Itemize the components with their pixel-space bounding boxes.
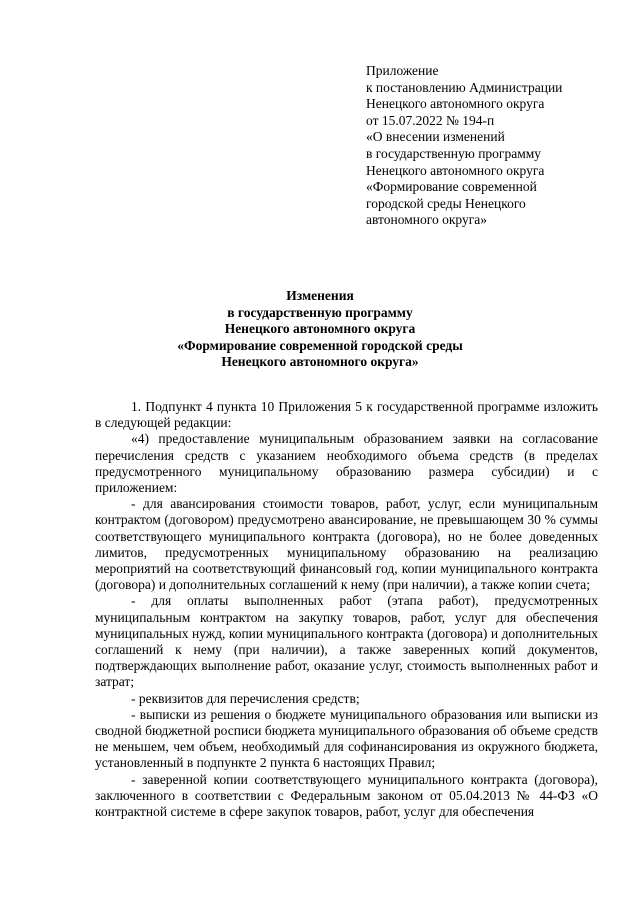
paragraph: 1. Подпункт 4 пункта 10 Приложения 5 к государственной программе изложить в следующей редакции: bbox=[95, 399, 598, 431]
document-title bbox=[0, 288, 640, 371]
annex-line: городской среды Ненецкого bbox=[366, 195, 526, 211]
paragraph: - заверенной копии соответствующего муниципального контракта (договора), заключенного в соответствии с Федеральным законом от 05.04.2013 № 44-ФЗ «О контрактной системе в сфере закупок товаров, работ, услуг для обеспечения bbox=[95, 771, 598, 820]
title-line: в государственную программу bbox=[227, 304, 413, 320]
paragraph: - реквизитов для перечисления средств; bbox=[131, 690, 360, 706]
annex-line: автономного округа» bbox=[366, 212, 487, 228]
annex-line: от 15.07.2022 № 194-п bbox=[366, 112, 495, 128]
paragraph: - для авансирования стоимости товаров, работ, услуг, если муниципальным контрактом (договором) предусмотрено авансирование, не превышающем 30 % суммы соответствующего муниципального контракта (договора), но не более доведенных лимитов, предусмотренных муниципальному образованию на реализацию мероприятий на соответствующий финансовый год, копии муниципального контракта (договора) и дополнительных соглашений к нему (при наличии), а также копии счета; bbox=[95, 496, 598, 593]
paragraph: «4) предоставление муниципальным образованием заявки на согласование перечисления средств с указанием необходимого объема средств (в пределах предусмотренного муниципальному образованию размера субсидии) и с приложением: bbox=[95, 431, 598, 496]
title-line: Изменения bbox=[286, 288, 354, 303]
annex-line: к постановлению Администрации bbox=[366, 79, 563, 95]
title-line: Ненецкого автономного округа bbox=[224, 321, 416, 337]
document-body bbox=[95, 399, 598, 820]
paragraph: - выписки из решения о бюджете муниципального образования или выписки из сводной бюджетной росписи бюджета муниципального образования об объеме средств не меньшем, чем объем, необходимый для софинансирования из окружного бюджета, установленный в подпункте 2 пункта 6 настоящих Правил; bbox=[95, 706, 598, 771]
annex-line: «О внесении изменений bbox=[366, 129, 505, 145]
annex-line: Приложение bbox=[366, 63, 439, 78]
annex-line: Ненецкого автономного округа bbox=[366, 96, 545, 112]
annex-header bbox=[366, 63, 562, 229]
annex-line: в государственную программу bbox=[366, 145, 542, 161]
annex-line: «Формирование современной bbox=[366, 179, 537, 195]
annex-line: Ненецкого автономного округа bbox=[366, 162, 545, 178]
title-line: «Формирование современной городской среды bbox=[177, 337, 463, 353]
title-line: Ненецкого автономного округа» bbox=[221, 354, 419, 370]
paragraph: - для оплаты выполненных работ (этапа работ), предусмотренных муниципальным контрактом на закупку товаров, работ, услуг для обеспечения муниципальных нужд, копии муниципального контракта (договора) и дополнительных соглашений к нему (при наличии), а также заверенных копий документов, подтверждающих выполнение работ, оказание услуг, стоимость выполненных работ и затрат; bbox=[95, 593, 598, 690]
